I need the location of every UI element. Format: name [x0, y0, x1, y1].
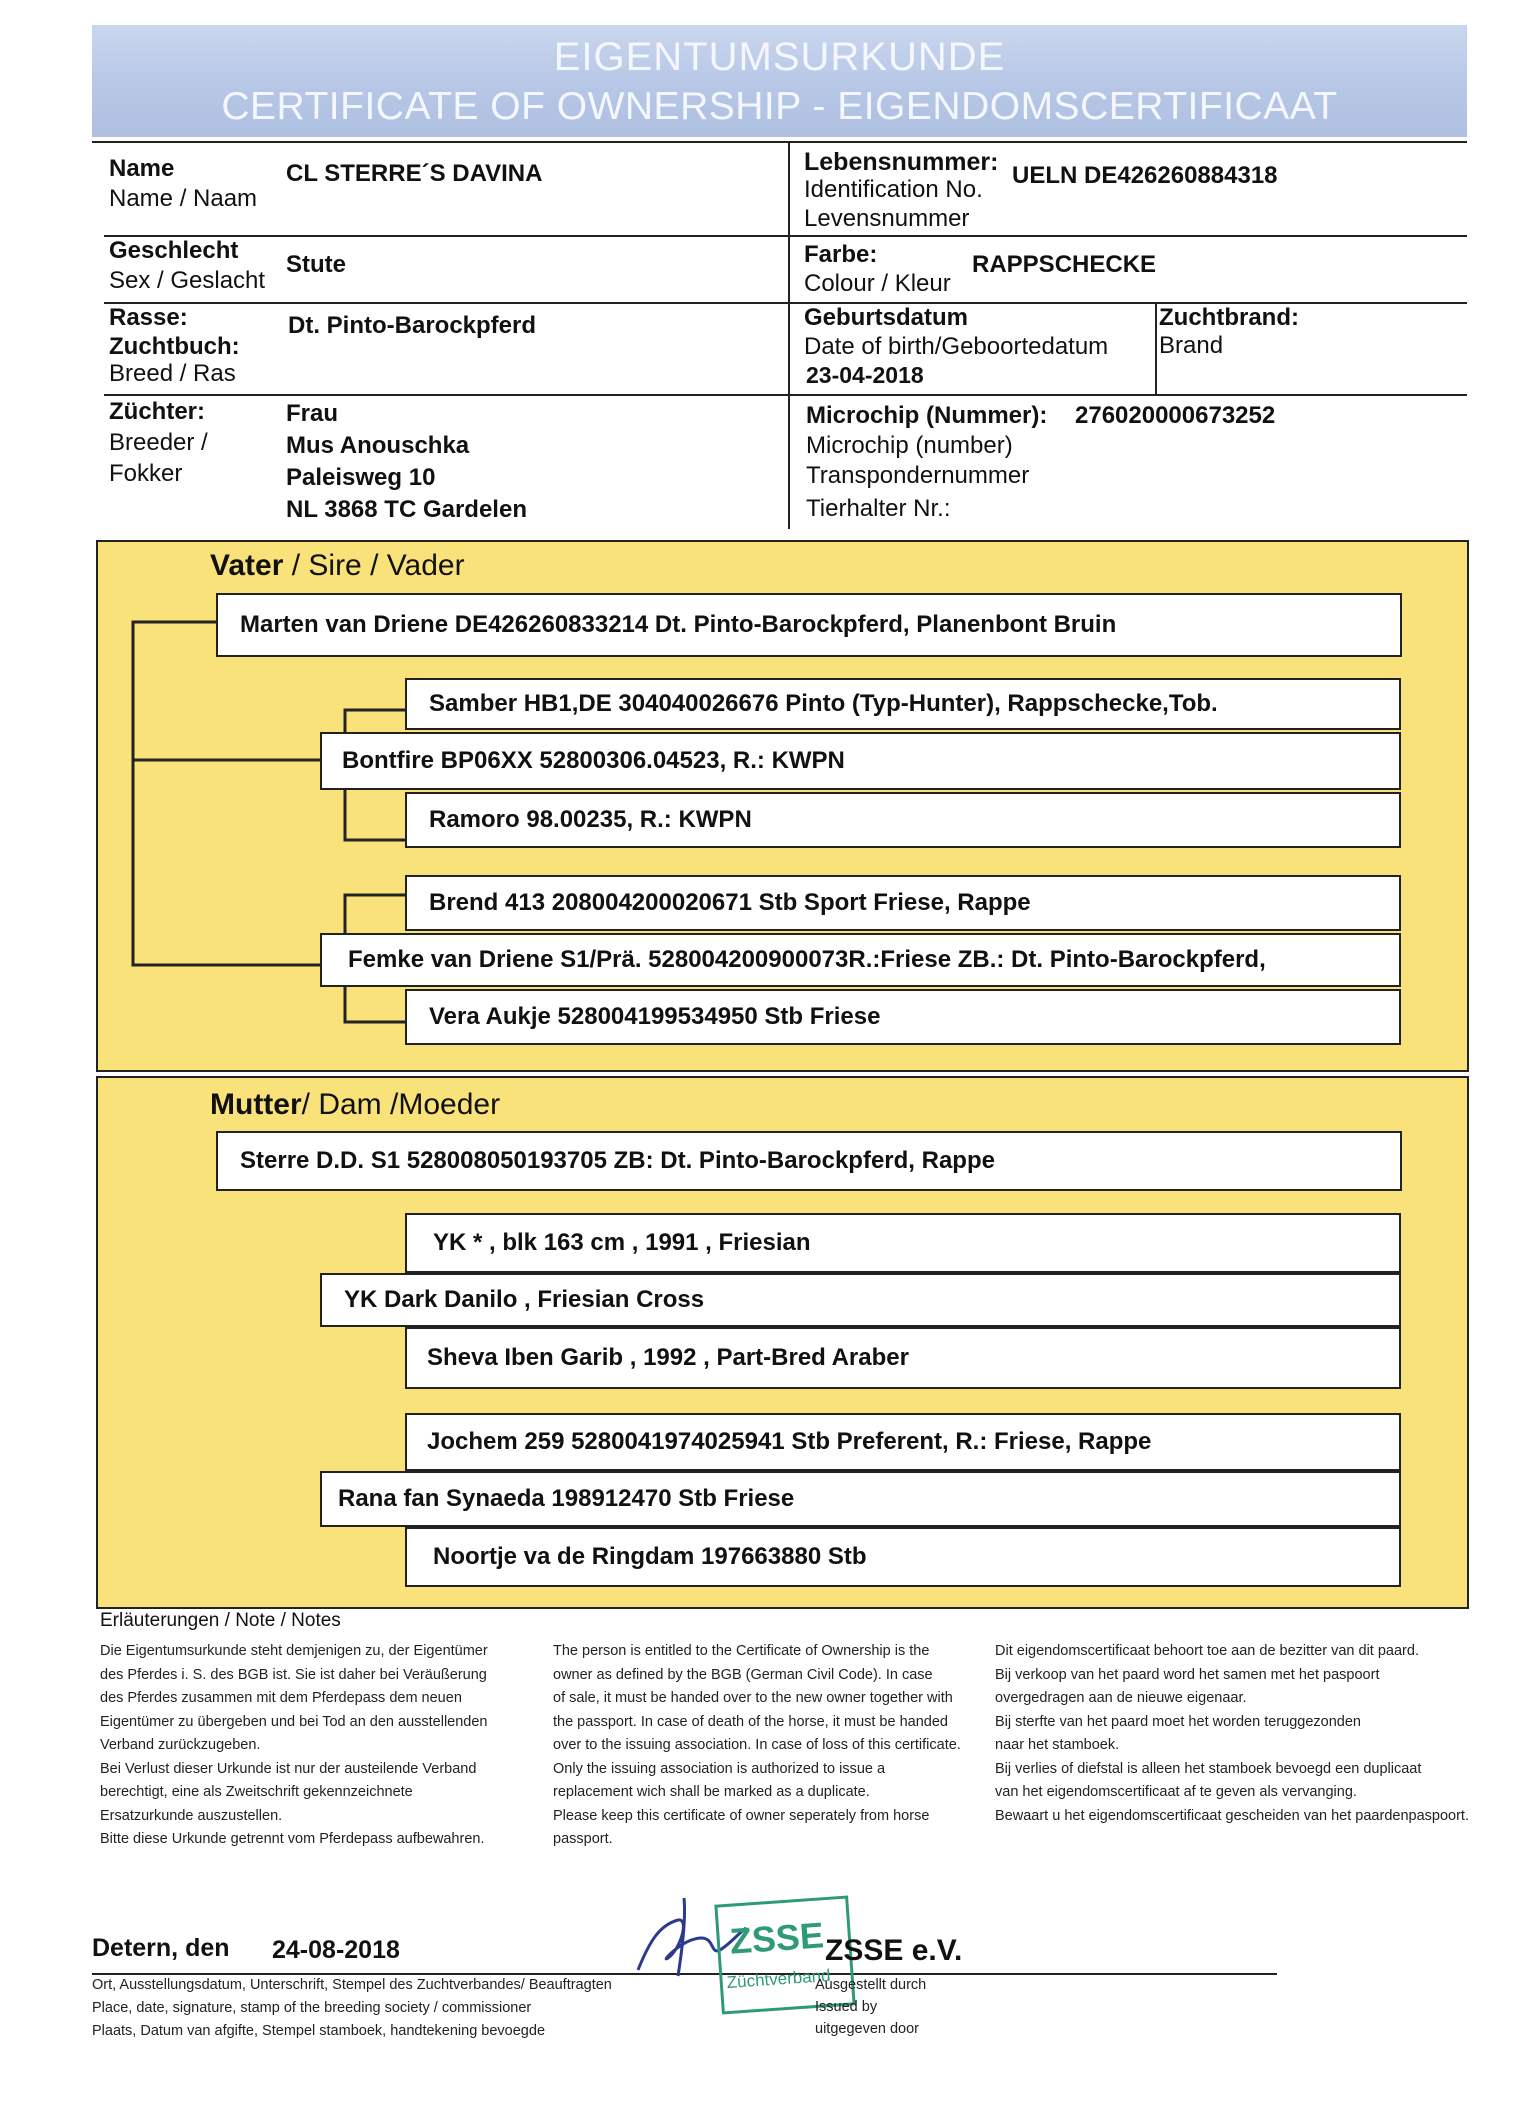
note-line: Eigentümer zu übergeben und bei Tod an den ausstellenden: [100, 1713, 488, 1730]
note-line: of sale, it must be handed over to the new owner together with: [553, 1690, 953, 1706]
note-line: berechtigt, eine als Zweitschrift gekennzeichnete: [100, 1784, 413, 1800]
issued-by: [815, 1974, 926, 2040]
sire-dam-sire-box: Brend 413 208004200020671 Stb Sport Friese, Rappe: [405, 875, 1401, 931]
sex-label: Geschlecht: [109, 237, 239, 264]
breed-label: Rasse:: [109, 304, 188, 331]
title-en-nl: CERTIFICATE OF OWNERSHIP - EIGENDOMSCERTIFICAAT: [221, 85, 1338, 128]
sire-dam-box: Femke van Driene S1/Prä. 528004200900073R.:Friese ZB.: Dt. Pinto-Barockpferd,: [320, 933, 1401, 987]
footer-caption: Place, date, signature, stamp of the breeding society / commissioner: [92, 2000, 532, 2016]
note-line: The person is entitled to the Certificate of Ownership is the: [553, 1643, 930, 1659]
colour-label: Farbe:: [804, 241, 878, 268]
issued-by-line: Ausgestellt durch: [815, 1977, 927, 1993]
dam-dam-box: Rana fan Synaeda 198912470 Stb Friese: [320, 1471, 1401, 1527]
dob-value: 23-04-2018: [806, 362, 924, 388]
sire-box: Marten van Driene DE426260833214 Dt. Pinto-Barockpferd, Planenbont Bruin: [216, 593, 1402, 657]
dob-label-2: Date of birth/Geboortedatum: [804, 333, 1109, 360]
sire-heading-rest: / Sire / Vader: [283, 549, 465, 582]
dam-heading: [210, 1088, 500, 1122]
lebensnummer-label-2: Identification No.: [804, 176, 983, 203]
dam-box: Sterre D.D. S1 528008050193705 ZB: Dt. Pinto-Barockpferd, Rappe: [216, 1131, 1402, 1191]
brand-label: Zuchtbrand:: [1159, 304, 1299, 331]
notes-dutch: [995, 1640, 1475, 1828]
dam-dam-dam-box: Noortje va de Ringdam 197663880 Stb: [405, 1527, 1401, 1587]
note-line: Bewaart u het eigendomscertificaat gescheiden van het paardenpaspoort.: [995, 1807, 1469, 1824]
note-line: replacement wich shall be marked as a duplicate.: [553, 1784, 870, 1800]
sire-dam-dam-box: Vera Aukje 528004199534950 Stb Friese: [405, 989, 1401, 1045]
dam-sire-sire-box: YK * , blk 163 cm , 1991 , Friesian: [405, 1213, 1401, 1273]
issuer-name: ZSSE e.V.: [825, 1934, 963, 1967]
note-line: des Pferdes zusammen mit dem Pferdepass dem neuen: [100, 1690, 462, 1706]
issue-date: 24-08-2018: [272, 1936, 400, 1964]
note-line: Bij verkoop van het paard word het samen met het paspoort: [995, 1666, 1380, 1683]
dam-heading-bold: Mutter: [210, 1088, 302, 1121]
title-de: EIGENTUMSURKUNDE: [553, 35, 1006, 79]
stamp-subtext: Züchtverband: [726, 1965, 832, 1993]
note-line: Bij sterfte van het paard moet het worden teruggezonden: [995, 1713, 1361, 1730]
note-line: passport.: [553, 1831, 613, 1847]
breeder-label-3: Fokker: [109, 460, 183, 487]
issue-place: Detern, den: [92, 1934, 230, 1962]
note-line: naar het stamboek.: [995, 1737, 1120, 1753]
breeder-line-4: NL 3868 TC Gardelen: [286, 496, 527, 523]
name-label-2: Name / Naam: [109, 185, 258, 212]
note-line: des Pferdes i. S. des BGB ist. Sie ist daher bei Veräußerung: [100, 1666, 487, 1683]
note-line: Bij verlies of diefstal is alleen het stamboek bevoegd een duplicaat: [995, 1760, 1422, 1777]
note-line: overgedragen aan de nieuwe eigenaar.: [995, 1690, 1247, 1706]
note-line: Ersatzurkunde auszustellen.: [100, 1807, 283, 1824]
breeder-line-2: Mus Anouschka: [286, 432, 470, 459]
note-line: the passport. In case of death of the horse, it must be handed: [553, 1713, 948, 1730]
sire-sire-dam-box: Ramoro 98.00235, R.: KWPN: [405, 792, 1401, 848]
breeder-label: Züchter:: [109, 398, 205, 425]
note-line: Dit eigendomscertificaat behoort toe aan de bezitter van dit paard.: [995, 1643, 1419, 1659]
note-line: Die Eigentumsurkunde steht demjenigen zu, der Eigentümer: [100, 1643, 488, 1659]
name-label: Name: [109, 155, 175, 182]
issued-by-line: Issued by: [815, 1999, 878, 2015]
ueln-value: UELN DE426260884318: [1012, 162, 1278, 189]
issued-by-line: uitgegeven door: [815, 2021, 919, 2037]
dam-sire-box: YK Dark Danilo , Friesian Cross: [320, 1273, 1401, 1327]
breed-value: Dt. Pinto-Barockpferd: [288, 312, 537, 339]
dam-heading-rest: / Dam /Moeder: [301, 1088, 501, 1121]
sex-value: Stute: [286, 251, 346, 278]
notes-german: [100, 1640, 540, 1852]
microchip-label-2: Microchip (number): [806, 432, 1013, 459]
microchip-label: Microchip (Nummer):: [806, 402, 1048, 429]
owner-number-label: Tierhalter Nr.:: [806, 495, 951, 522]
microchip-value: 276020000673252: [1075, 402, 1276, 429]
microchip-label-3: Transpondernummer: [806, 462, 1030, 489]
sire-sire-box: Bontfire BP06XX 52800306.04523, R.: KWPN: [320, 732, 1401, 790]
note-line: van het eigendomscertificaat af te geven als vervanging.: [995, 1784, 1357, 1800]
footer-caption: Ort, Ausstellungsdatum, Unterschrift, Stempel des Zuchtverbandes/ Beauftragten: [92, 1977, 612, 1993]
sire-heading-bold: Vater: [210, 549, 284, 582]
breeder-line-3: Paleisweg 10: [286, 464, 436, 491]
notes-heading: Erläuterungen / Note / Notes: [100, 1610, 341, 1631]
note-line: Bitte diese Urkunde getrennt vom Pferdepass aufbewahren.: [100, 1831, 485, 1847]
lebensnummer-label: Lebensnummer:: [804, 148, 999, 176]
note-line: Bei Verlust dieser Urkunde ist nur der austeilende Verband: [100, 1760, 477, 1777]
note-line: over to the issuing association. In case of loss of this certificate.: [553, 1737, 961, 1753]
brand-label-2: Brand: [1159, 332, 1224, 359]
note-line: Only the issuing association is authorized to issue a: [553, 1760, 886, 1777]
horse-name: CL STERRE´S DAVINA: [286, 160, 543, 187]
breeder-line-1: Frau: [286, 400, 339, 427]
dob-label: Geburtsdatum: [804, 304, 969, 331]
footer-caption: Plaats, Datum van afgifte, Stempel stamboek, handtekening bevoegde: [92, 2023, 546, 2039]
breed-label-3: Breed / Ras: [109, 360, 236, 387]
studbook-label: Zuchtbuch:: [109, 333, 240, 360]
sire-sire-sire-box: Samber HB1,DE 304040026676 Pinto (Typ-Hunter), Rappschecke,Tob.: [405, 678, 1401, 730]
dam-dam-sire-box: Jochem 259 5280041974025941 Stb Preferent, R.: Friese, Rappe: [405, 1413, 1401, 1471]
sex-label-2: Sex / Geslacht: [109, 267, 266, 294]
stamp-text: ZSSE: [728, 1914, 826, 1962]
lebensnummer-label-3: Levensnummer: [804, 205, 970, 232]
note-line: owner as defined by the BGB (German Civil Code). In case: [553, 1666, 933, 1683]
breeder-label-2: Breeder /: [109, 429, 208, 456]
notes-english: [553, 1640, 973, 1852]
dam-sire-dam-box: Sheva Iben Garib , 1992 , Part-Bred Araber: [405, 1327, 1401, 1389]
footer-captions: [92, 1974, 612, 2043]
note-line: Verband zurückzugeben.: [100, 1737, 261, 1753]
colour-value: RAPPSCHECKE: [972, 251, 1157, 278]
colour-label-2: Colour / Kleur: [804, 270, 951, 297]
note-line: Please keep this certificate of owner seperately from horse: [553, 1807, 930, 1824]
